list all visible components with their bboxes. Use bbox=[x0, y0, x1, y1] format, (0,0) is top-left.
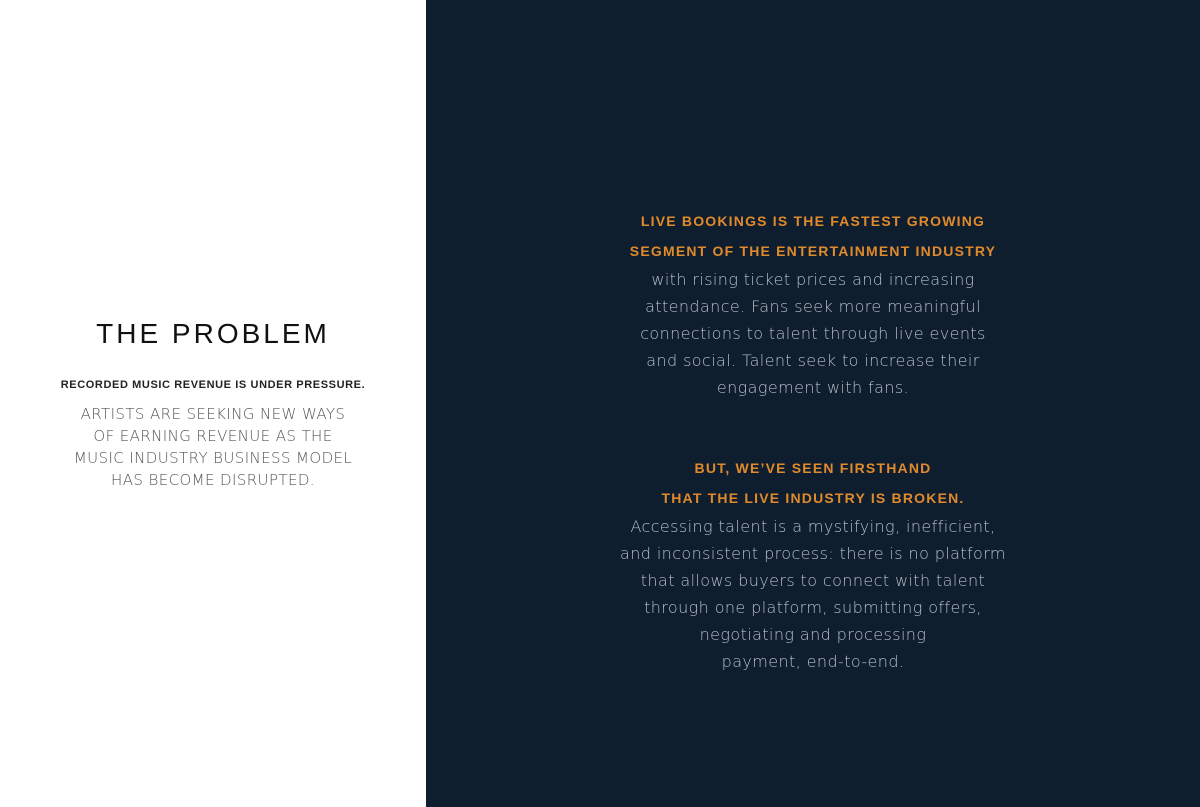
body-line: Accessing talent is a mystifying, inefficient, bbox=[630, 517, 996, 536]
body-line: that allows buyers to connect with talent bbox=[640, 571, 986, 590]
problem-line: MUSIC INDUSTRY BUSINESS MODEL bbox=[73, 449, 353, 467]
subheading: RECORDED MUSIC REVENUE IS UNDER PRESSURE. bbox=[60, 379, 366, 391]
problem-line: OF EARNING REVENUE AS THE bbox=[93, 427, 333, 445]
industry-broken-section bbox=[426, 453, 1200, 675]
body-line: and inconsistent process: there is no platform bbox=[620, 544, 1006, 563]
highlight-line: BUT, WE’VE SEEN FIRSTHAND bbox=[694, 460, 932, 476]
body-line: connections to talent through live events bbox=[640, 324, 986, 343]
problem-line: HAS BECOME DISRUPTED. bbox=[111, 471, 315, 489]
problem-line: ARTISTS ARE SEEKING NEW WAYS bbox=[80, 405, 346, 423]
body-line: engagement with fans. bbox=[716, 378, 910, 397]
body-line: negotiating and processing bbox=[699, 625, 927, 644]
highlight-line: THAT THE LIVE INDUSTRY IS BROKEN. bbox=[661, 490, 965, 506]
highlight-line: SEGMENT OF THE ENTERTAINMENT INDUSTRY bbox=[629, 243, 997, 259]
live-bookings-section bbox=[426, 206, 1200, 401]
right-panel bbox=[426, 0, 1200, 807]
problem-description bbox=[40, 403, 386, 491]
body-line: payment, end-to-end. bbox=[721, 652, 905, 671]
left-panel bbox=[0, 0, 426, 807]
body-line: with rising ticket prices and increasing bbox=[651, 270, 975, 289]
body-line: attendance. Fans seek more meaningful bbox=[645, 297, 981, 316]
highlight-line: LIVE BOOKINGS IS THE FASTEST GROWING bbox=[640, 213, 986, 229]
body-line: and social. Talent seek to increase their bbox=[646, 351, 980, 370]
body-line: through one platform, submitting offers, bbox=[644, 598, 982, 617]
page-title: THE PROBLEM bbox=[96, 318, 330, 349]
